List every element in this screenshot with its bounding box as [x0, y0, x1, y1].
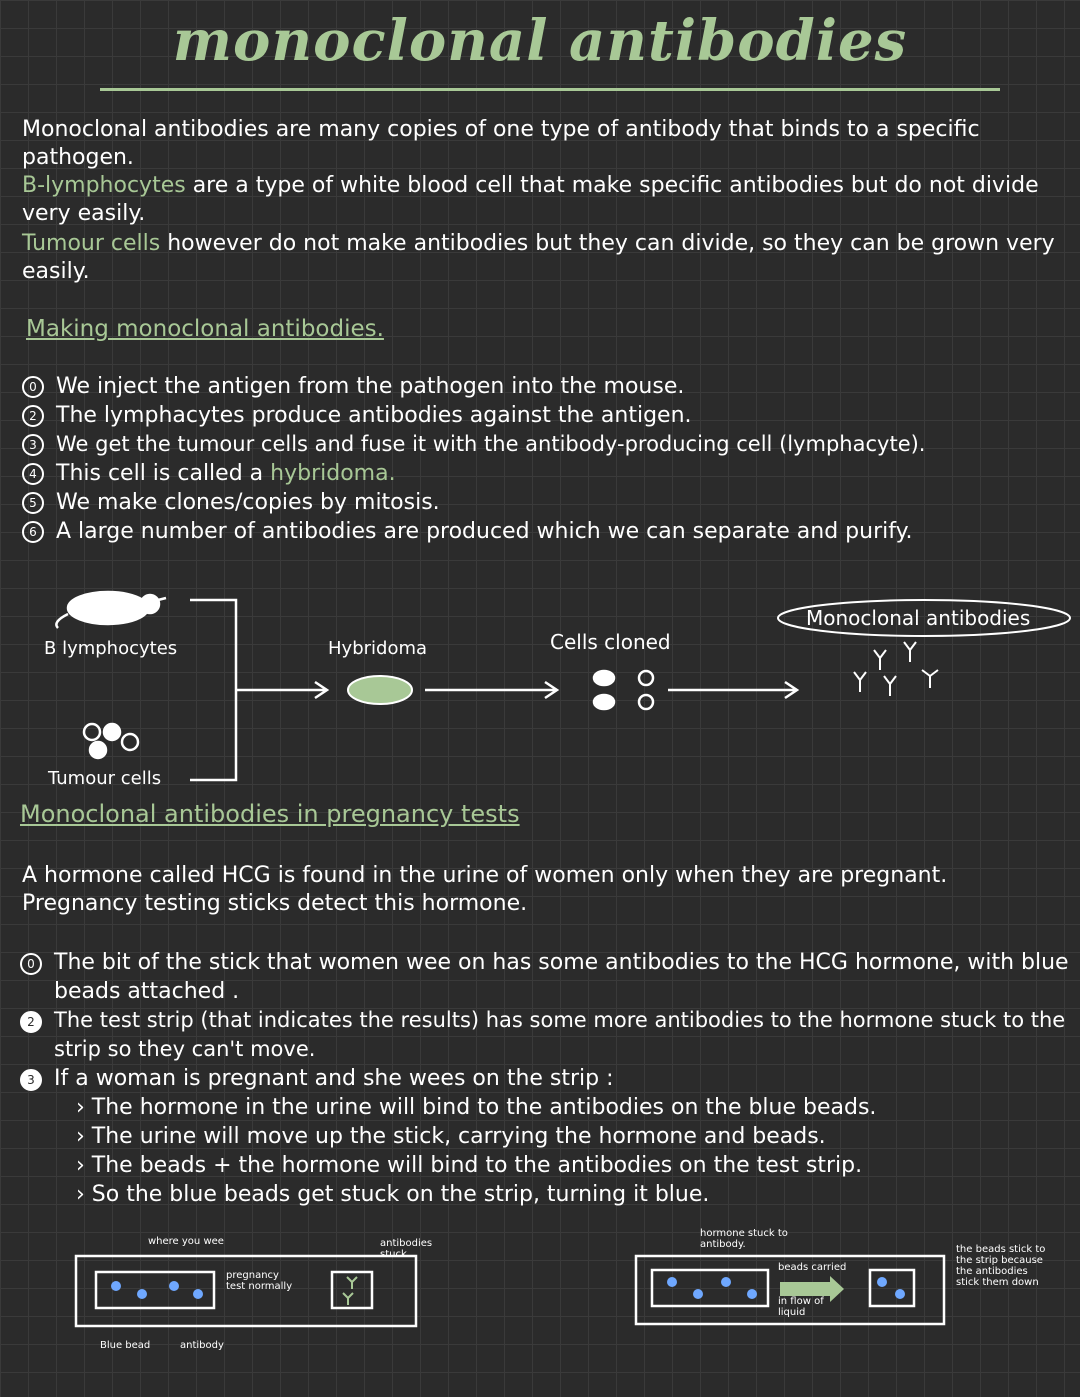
tumour-cells-label: Tumour cells — [48, 768, 162, 789]
cells-cloned-label: Cells cloned — [550, 630, 671, 654]
hybridoma-term: hybridoma. — [270, 461, 396, 486]
test-stick-before — [70, 1250, 430, 1340]
blue-bead-label: Blue bead — [100, 1340, 151, 1351]
bracket-line — [190, 600, 236, 780]
step-number: 6 — [22, 521, 44, 543]
page-title: monoclonal antibodies — [172, 8, 908, 74]
step-text: We inject the antigen from the pathogen into the mouse. — [56, 374, 685, 399]
hybridoma-cell-icon — [348, 676, 412, 704]
where-you-wee-label: where you wee — [148, 1236, 224, 1247]
step-text: The lymphacytes produce antibodies against the antigen. — [56, 403, 692, 428]
point-item — [20, 1064, 1070, 1093]
step-text: We make clones/copies by mitosis. — [56, 490, 440, 515]
arrows — [236, 682, 797, 698]
pregnancy-test-normally-label: pregnancy test normally — [226, 1270, 293, 1292]
point-number: 2 — [20, 1011, 42, 1033]
point-text: If a woman is pregnant and she wees on the strip : — [54, 1066, 614, 1091]
antibodies-stuck-label: antibodies stuck — [380, 1238, 433, 1260]
flow-of-liquid-label: in flow of liquid — [778, 1296, 824, 1318]
step-item — [22, 401, 1072, 430]
step-number: 3 — [22, 434, 44, 456]
tumour-cells-icon — [84, 724, 138, 758]
b-lymphocytes-term: B-lymphocytes — [22, 173, 186, 198]
step-item — [22, 459, 1072, 488]
making-heading: Making monoclonal antibodies. — [26, 316, 384, 342]
point-number: 3 — [20, 1069, 42, 1091]
point-item — [20, 948, 1070, 1006]
step-item — [22, 372, 1072, 401]
intro-p2-text: are a type of white blood cell that make specific antibodies but do not divide very easily. — [22, 173, 1039, 226]
point-text: The test strip (that indicates the results) has some more antibodies to the hormone stuck to the strip so they can't move. — [54, 1008, 1066, 1061]
cloned-cells-icon — [594, 671, 653, 709]
step-text: A large number of antibodies are produced which we can separate and purify. — [56, 519, 913, 544]
step-item — [22, 430, 1072, 459]
beads-stick-note: the beads stick to the strip because the antibodies stick them down — [956, 1244, 1046, 1288]
blue-bead-icon — [111, 1281, 203, 1299]
step-item — [22, 517, 1072, 546]
antibodies-icon — [854, 642, 938, 696]
sub-point: › The hormone in the urine will bind to the antibodies on the blue beads. — [76, 1095, 877, 1120]
step-number: 2 — [22, 405, 44, 427]
intro-paragraph-3 — [22, 230, 1062, 286]
antibody-icon — [343, 1277, 357, 1305]
antibody-label: antibody — [180, 1340, 224, 1351]
step-number: 0 — [22, 376, 44, 398]
step-text: We get the tumour cells and fuse it with the antibody-producing cell (lymphacyte). — [56, 432, 926, 456]
point-number: 0 — [20, 953, 42, 975]
pregnancy-points — [20, 948, 1070, 1209]
step-number: 4 — [22, 463, 44, 485]
tumour-cells-term: Tumour cells — [22, 231, 161, 256]
pregnancy-intro: A hormone called HCG is found in the urine of women only when they are pregnant. Pregnancy testing sticks detect this hormone. — [22, 863, 948, 916]
mouse-icon — [56, 592, 166, 628]
monoclonal-antibodies-label: Monoclonal antibodies — [806, 606, 1031, 630]
sub-point: › The urine will move up the stick, carrying the hormone and beads. — [76, 1124, 826, 1149]
making-steps — [22, 372, 1072, 546]
point-item — [20, 1006, 1070, 1064]
hormone-stuck-label: hormone stuck to antibody. — [700, 1228, 788, 1250]
title-underline — [100, 88, 1000, 91]
sub-point: › The beads + the hormone will bind to the antibodies on the test strip. — [76, 1153, 863, 1178]
beads-carried-label: beads carried — [778, 1262, 847, 1273]
sub-point: › So the blue beads get stuck on the strip, turning it blue. — [76, 1182, 710, 1207]
intro-p3-text: however do not make antibodies but they can divide, so they can be grown very easily. — [22, 231, 1055, 284]
hybridoma-label: Hybridoma — [328, 638, 428, 659]
b-lymphocytes-label: B lymphocytes — [44, 638, 178, 659]
point-text: The bit of the stick that women wee on has some antibodies to the HCG hormone, with blue beads attached . — [54, 950, 1069, 1004]
intro-paragraph-2 — [22, 172, 1062, 228]
step-number: 5 — [22, 492, 44, 514]
pregnancy-heading: Monoclonal antibodies in pregnancy tests — [20, 800, 520, 828]
step-item — [22, 488, 1072, 517]
intro-paragraph-1: Monoclonal antibodies are many copies of one type of antibody that binds to a specific pathogen. — [22, 117, 980, 170]
step-text: This cell is called a — [56, 461, 264, 486]
